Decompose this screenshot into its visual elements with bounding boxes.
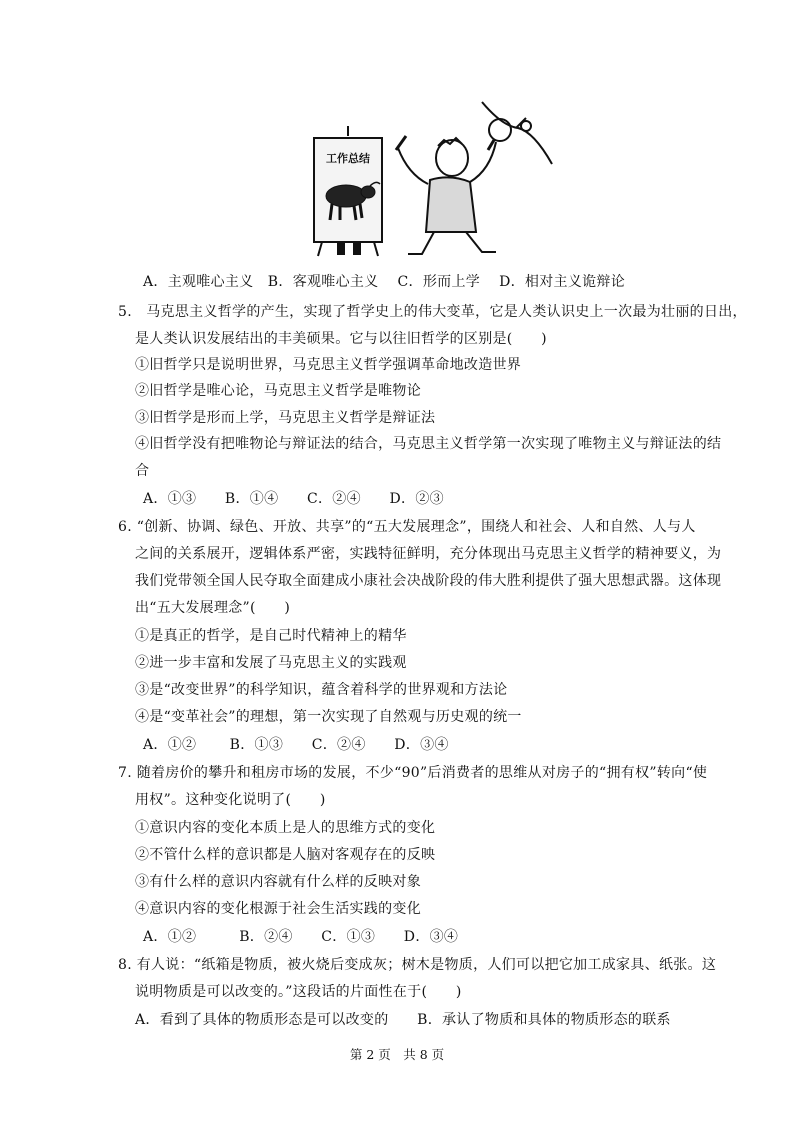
q6-item: ④是“变革社会”的理想，第一次实现了自然观与历史观的统一 xyxy=(135,709,522,725)
q4-options: A．主观唯心主义 B．客观唯心主义 C．形而上学 D．相对主义诡辩论 xyxy=(143,274,626,290)
q5-stem: 是人类认识发展结出的丰美硕果。它与以往旧哲学的区别是( ) xyxy=(135,331,547,347)
q6-stem: 我们党带领全国人民夺取全面建成小康社会决战阶段的伟大胜利提供了强大思想武器。这体现 xyxy=(135,573,722,589)
q7-item: ④意识内容的变化根源于社会生活实践的变化 xyxy=(135,901,421,917)
q7-stem: 用权”。这种变化说明了( ) xyxy=(135,792,326,808)
q6-item: ②进一步丰富和发展了马克思主义的实践观 xyxy=(135,655,407,671)
page-footer: 第 2 页 共 8 页 xyxy=(349,1047,445,1062)
q7-options: A．①② B．②④ C．①③ D．③④ xyxy=(143,929,459,945)
q5-item: ③旧哲学是形而上学，马克思主义哲学是辩证法 xyxy=(135,410,436,426)
q7-stem: 7. 随着房价的攀升和租房市场的发展，不少“90”后消费者的思维从对房子的“拥有权”转向“使 xyxy=(118,765,708,781)
q6-stem: 之间的关系展开，逻辑体系严密，实践特征鲜明，充分体现出马克思主义哲学的精神要义，为 xyxy=(135,546,722,562)
brush-icon xyxy=(396,136,406,150)
q6-item: ③是“改变世界”的科学知识，蕴含着科学的世界观和方法论 xyxy=(135,682,508,698)
q5-options: A．①③ B．①④ C．②④ D．②③ xyxy=(143,491,444,507)
q7-item: ③有什么样的意识内容就有什么样的反映对象 xyxy=(135,874,421,890)
man-figure-icon xyxy=(398,138,496,254)
q5-item: ①旧哲学只是说明世界，马克思主义哲学强调革命地改造世界 xyxy=(135,357,522,373)
q5-item-cont: 合 xyxy=(135,463,150,479)
q6-stem: 出“五大发展理念”( ) xyxy=(135,600,291,616)
q6-item: ①是真正的哲学，是自己时代精神上的精华 xyxy=(135,628,407,644)
cartoon-illustration xyxy=(300,96,560,262)
q8-options: A．看到了具体的物质形态是可以改变的 B．承认了物质和具体的物质形态的联系 xyxy=(135,1012,671,1028)
q8-stem: 8. 有人说：“纸箱是物质，被火烧后变成灰；树木是物质，人们可以把它加工成家具、纸张。这 xyxy=(118,957,717,973)
q5-item: ④旧哲学没有把唯物论与辩证法的结合，马克思主义哲学第一次实现了唯物主义与辩证法的结 xyxy=(135,436,722,452)
q7-item: ②不管什么样的意识都是人脑对客观存在的反映 xyxy=(135,847,436,863)
q5-item: ②旧哲学是唯心论，马克思主义哲学是唯物论 xyxy=(135,383,421,399)
board-title: 工作总结 xyxy=(326,152,370,165)
q6-stem: 6. “创新、协调、绿色、开放、共享”的“五大发展理念”，围绕人和社会、人和自然、人与人 xyxy=(118,519,696,535)
q5-stem: 5. 马克思主义哲学的产生，实现了哲学史上的伟大变革，它是人类认识史上一次最为壮丽的日出， xyxy=(118,304,747,320)
q8-stem: 说明物质是可以改变的。”这段话的片面性在于( ) xyxy=(135,984,462,1000)
q6-options: A．①② B．①③ C．②④ D．③④ xyxy=(143,737,449,753)
q7-item: ①意识内容的变化本质上是人的思维方式的变化 xyxy=(135,820,436,836)
